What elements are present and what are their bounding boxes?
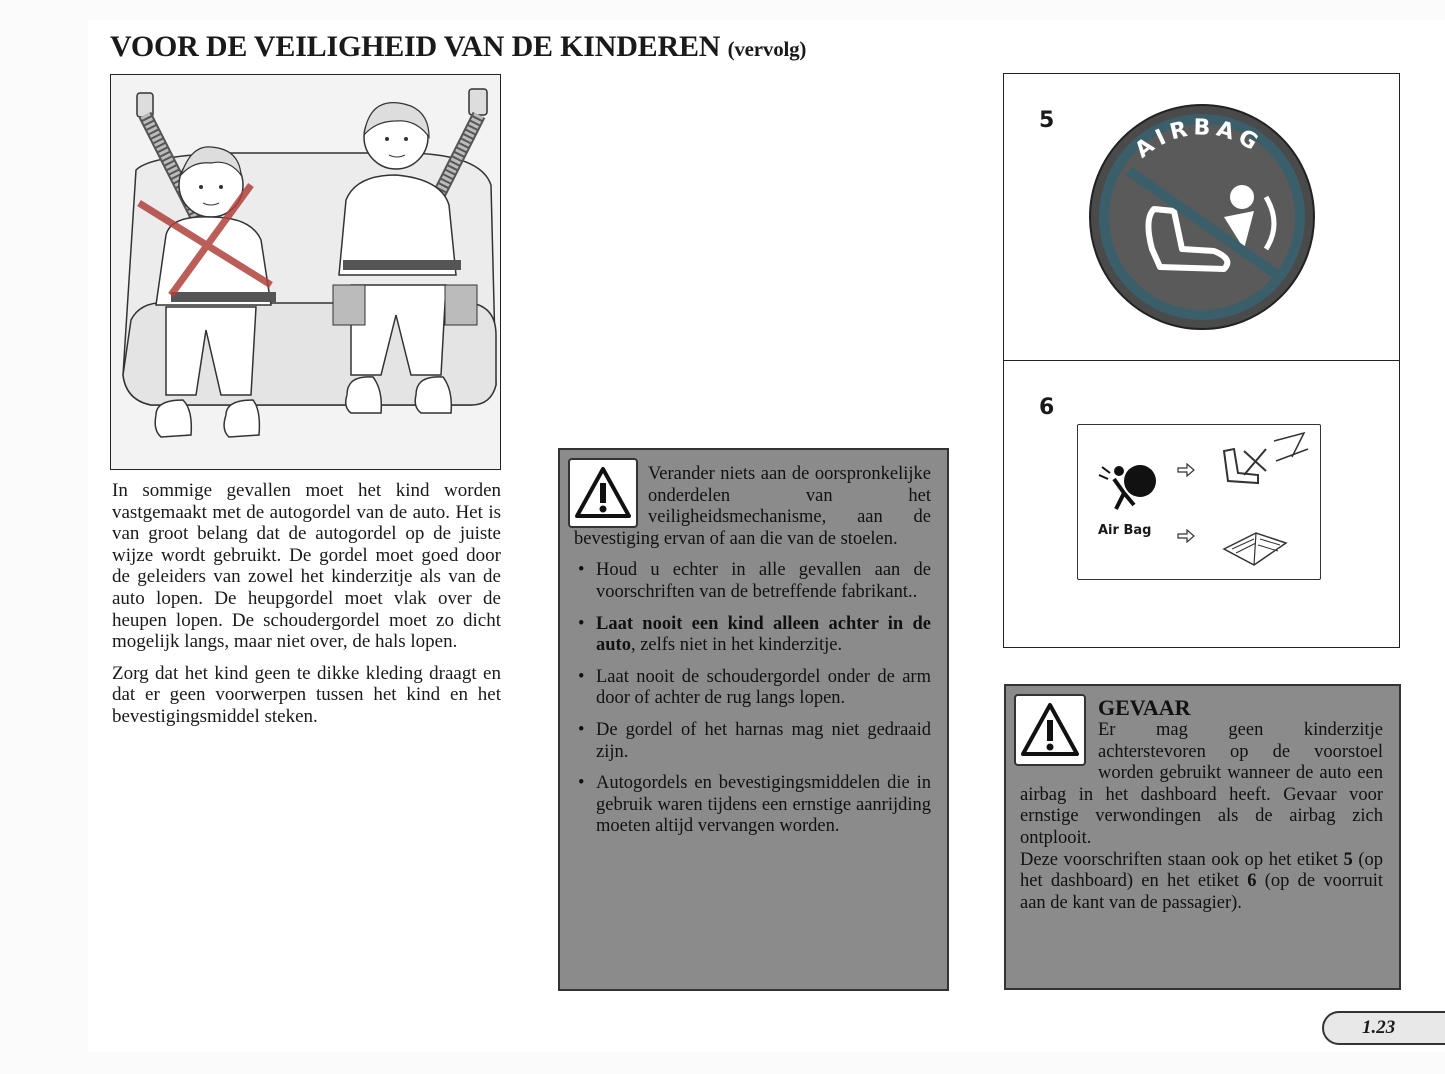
figure-6-number: 6	[1039, 395, 1055, 420]
children-seatbelt-illustration	[110, 74, 501, 470]
warning-item-1: • Houd u echter in alle gevallen aan de voorschriften van de betreffende fabrikant..	[574, 560, 931, 603]
page-number: 1.23	[1322, 1011, 1445, 1045]
airbag-warning-label	[1077, 424, 1321, 580]
rear-facing-seat-prohibited-icon	[1214, 431, 1314, 491]
danger-box	[1004, 684, 1401, 990]
figure-6-windscreen-label	[1003, 360, 1400, 648]
figure-5-airbag-sticker	[1003, 73, 1400, 361]
danger-text-2: Deze voorschriften staan ook op het etiket 5 (op het dashboard) en het etiket 6 (op de voorruit aan de kant van de passagier).	[1020, 849, 1383, 913]
warning-item-2-rest: , zelfs niet in het kinderzitje.	[630, 635, 843, 656]
warning-triangle-icon	[568, 458, 638, 528]
warning-item-3: • Laat nooit de schoudergordel onder de arm door of achter de rug langs lopen.	[574, 667, 931, 710]
airbag-logo-text: AIRBAG	[1130, 115, 1267, 164]
paragraph-1: In sommige gevallen moet het kind worden vastgemaakt met de autogordel van de auto. Het is van groot belang dat de autogordel op de juiste wijze wordt gebruikt. De gordel moet goed door de geleiders van zowel het kinderzitje als van de auto lopen. De heupgordel moet vlak over de heupen lopen. De schoudergordel moet zo dicht mogelijk langs, maar niet over, de hals lopen.	[112, 480, 501, 653]
manual-book-icon	[1220, 529, 1290, 569]
warning-list	[574, 560, 931, 838]
warning-intro: Verander niets aan de oorspronkelijke onderdelen van het veiligheidsmechanisme, aan de bevestiging ervan of aan die van de stoelen.	[574, 464, 931, 549]
danger-text-1: Er mag geen kinderzitje achterstevoren op de voorstoel worden gebruikt wanneer de auto een airbag in het dashboard heeft. Gevaar voor ernstige verwondingen als de airbag zich ontplooit.	[1020, 720, 1383, 848]
airbag-prohibited-icon	[1084, 99, 1324, 339]
figure-5-number: 5	[1039, 108, 1055, 133]
title-main: VOOR DE VEILIGHEID VAN DE KINDEREN	[110, 30, 721, 63]
title-subtitle: (vervolg)	[727, 37, 807, 61]
arrow-right-icon	[1176, 529, 1196, 543]
paragraph-2: Zorg dat het kind geen te dikke kleding draagt en dat er geen voorwerpen tussen het kind en het bevestigingsmiddel steken.	[112, 662, 501, 727]
warning-item-4: • De gordel of het harnas mag niet gedraaid zijn.	[574, 720, 931, 763]
airbag-person-icon	[1094, 459, 1164, 519]
airbag-label-text: Air Bag	[1098, 523, 1152, 538]
warning-item-2	[574, 614, 931, 657]
label-5-ref: 5	[1343, 849, 1353, 870]
warning-item-2-bold: Laat nooit een kind alleen achter in de auto	[596, 613, 931, 656]
warning-item-5: • Autogordels en bevestigingsmiddelen die in gebruik waren tijdens een ernstige aanrijding moeten altijd vervangen worden.	[574, 773, 931, 838]
warning-box	[558, 448, 949, 991]
warning-triangle-icon	[1014, 694, 1086, 766]
body-text	[112, 480, 501, 738]
danger-heading: GEVAAR	[1098, 695, 1191, 720]
arrow-right-icon	[1176, 463, 1196, 477]
page-title	[110, 30, 806, 64]
label-6-ref: 6	[1247, 871, 1257, 892]
